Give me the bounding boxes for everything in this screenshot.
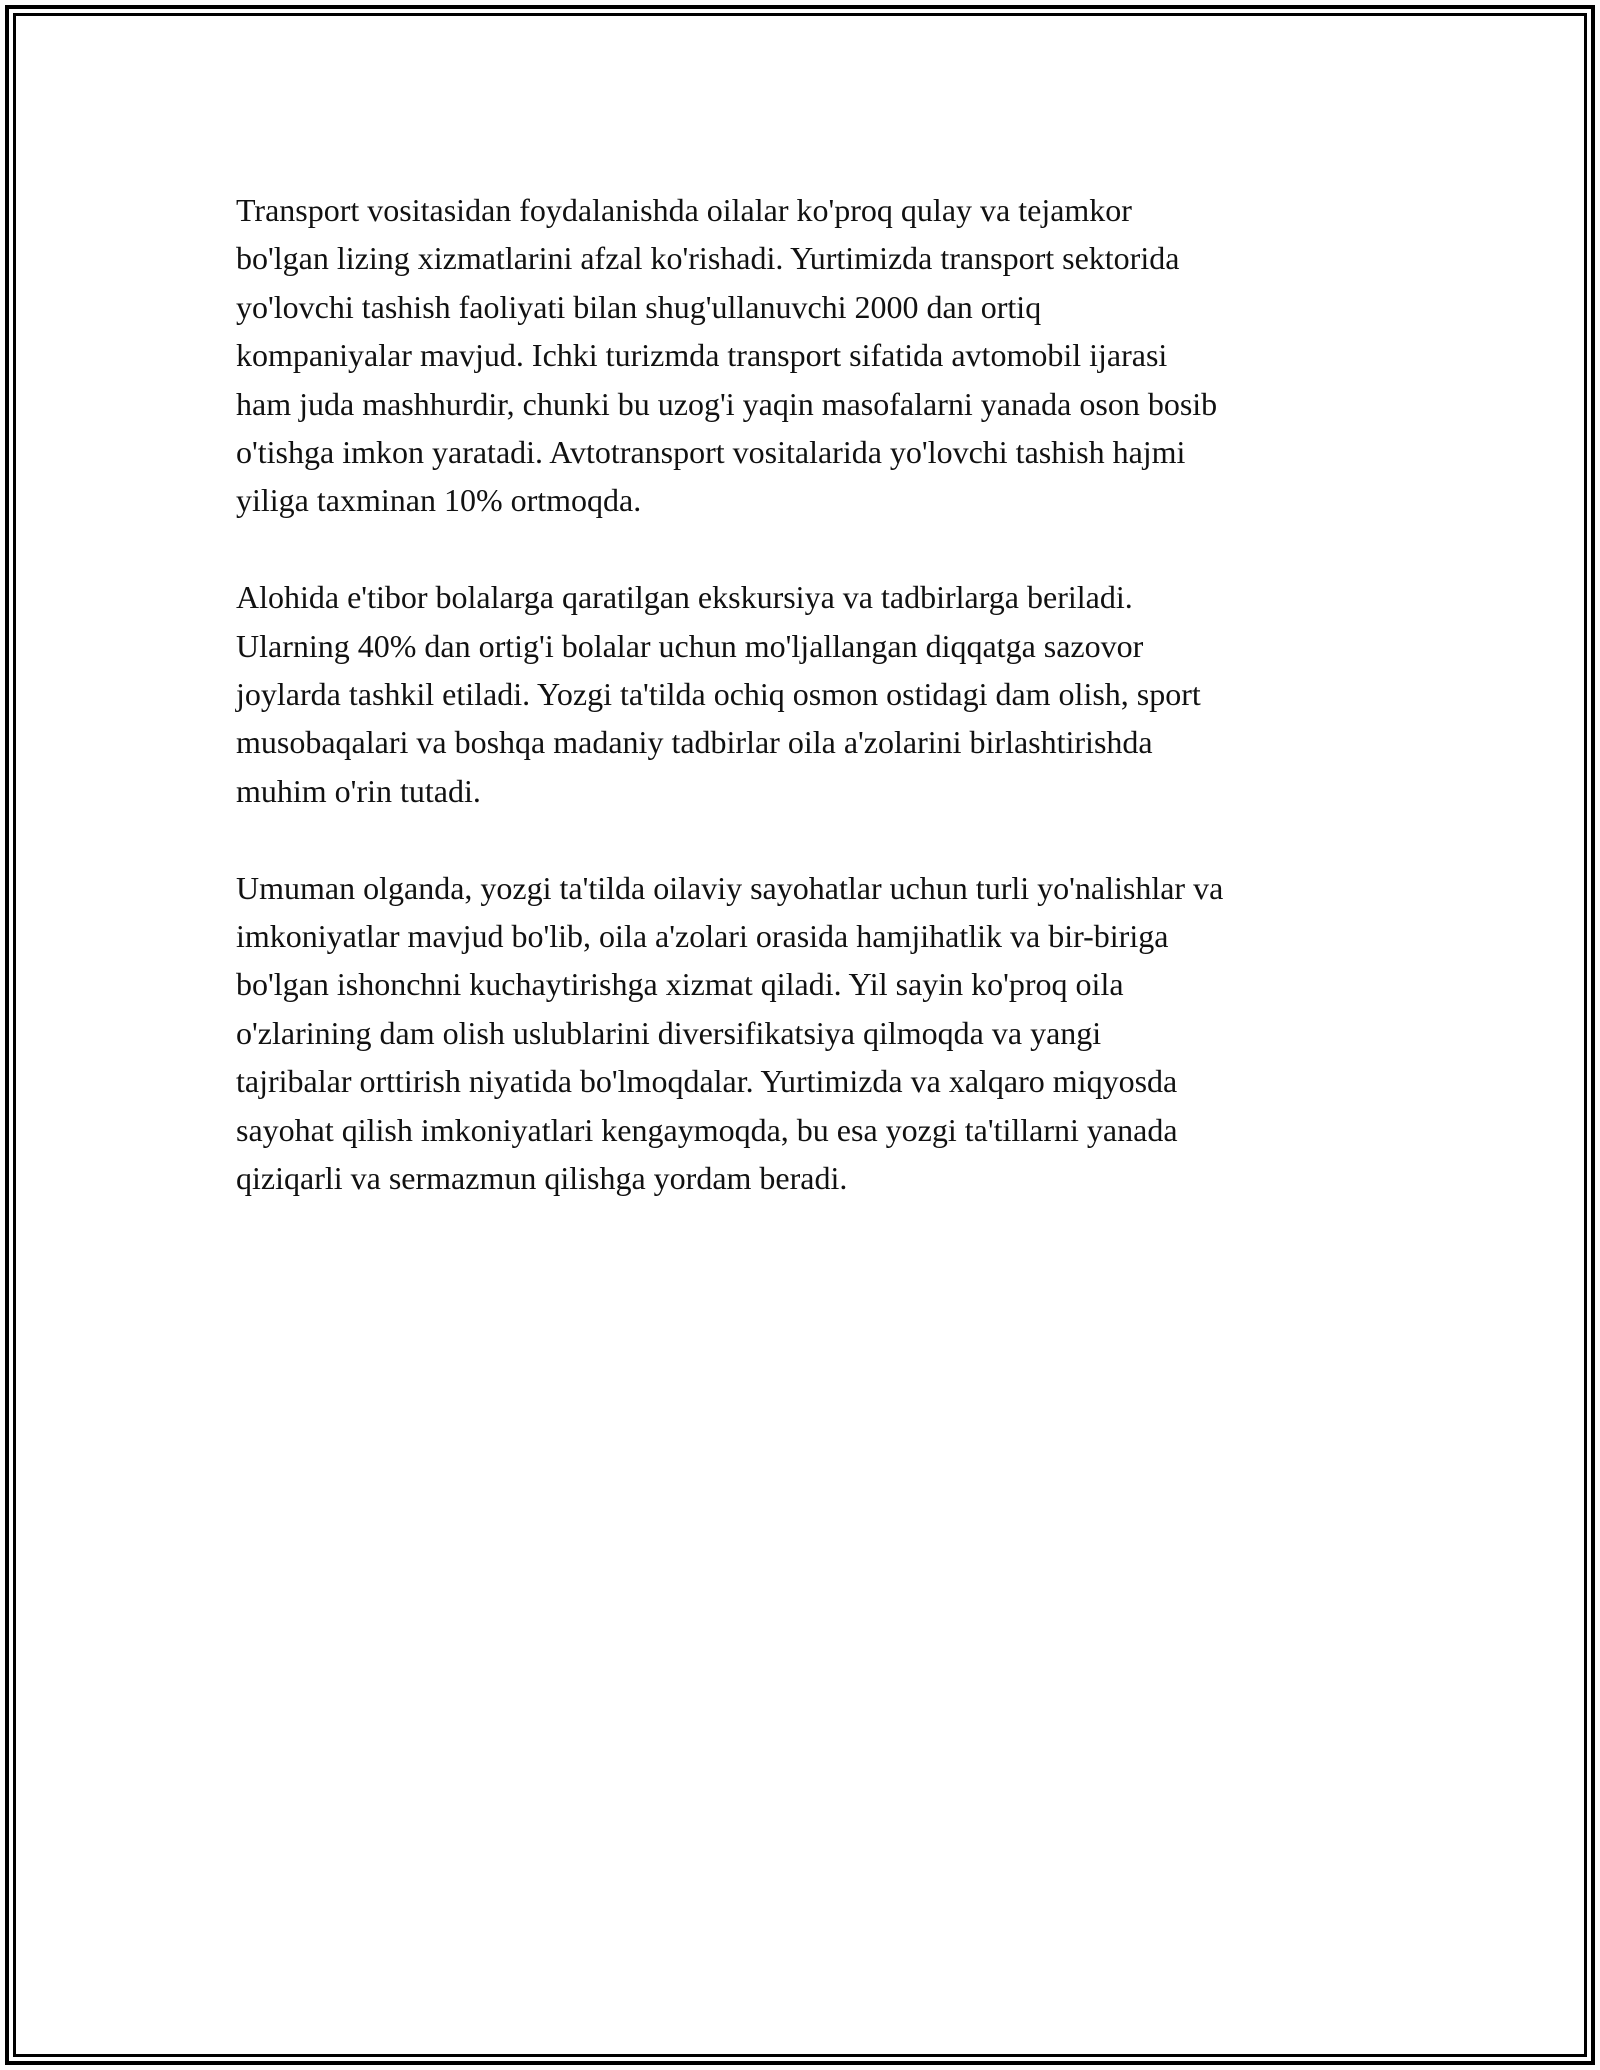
- text-line: yo'lovchi tashish faoliyati bilan shug'ullanuvchi 2000 dan ortiq: [236, 288, 1042, 325]
- text-line: yiliga taxminan 10% ortmoqda.: [236, 482, 642, 519]
- paragraph-transport: [236, 186, 1386, 525]
- text-line: ham juda mashhurdir, chunki bu uzog'i yaqin masofalarni yanada oson bosib: [236, 385, 1218, 422]
- text-line: sayohat qilish imkoniyatlari kengaymoqda, bu esa yozgi ta'tillarni yanada: [236, 1111, 1178, 1148]
- paragraph-children-events: [236, 573, 1386, 815]
- text-line: joylarda tashkil etiladi. Yozgi ta'tilda ochiq osmon ostidagi dam olish, sport: [236, 676, 1201, 713]
- text-line: tajribalar orttirish niyatida bo'lmoqdalar. Yurtimizda va xalqaro miqyosda: [236, 1063, 1178, 1100]
- text-line: Alohida e'tibor bolalarga qaratilgan ekskursiya va tadbirlarga beriladi.: [236, 579, 1133, 616]
- text-line: bo'lgan lizing xizmatlarini afzal ko'rishadi. Yurtimizda transport sektorida: [236, 240, 1180, 277]
- text-line: muhim o'rin tutadi.: [236, 772, 481, 809]
- text-line: Transport vositasidan foydalanishda oilalar ko'proq qulay va tejamkor: [236, 192, 1132, 228]
- text-line: kompaniyalar mavjud. Ichki turizmda transport sifatida avtomobil ijarasi: [236, 337, 1168, 374]
- document-body: [236, 186, 1386, 1251]
- text-line: Ularning 40% dan ortig'i bolalar uchun mo'ljallangan diqqatga sazovor: [236, 627, 1144, 664]
- text-line: imkoniyatlar mavjud bo'lib, oila a'zolari orasida hamjihatlik va bir-biriga: [236, 918, 1169, 955]
- text-line: o'tishga imkon yaratadi. Avtotransport vositalarida yo'lovchi tashish hajmi: [236, 434, 1186, 471]
- text-line: bo'lgan ishonchni kuchaytirishga xizmat qiladi. Yil sayin ko'proq oila: [236, 966, 1124, 1003]
- text-line: o'zlarining dam olish uslublarini diversifikatsiya qilmoqda va yangi: [236, 1014, 1102, 1051]
- text-line: Umuman olganda, yozgi ta'tilda oilaviy sayohatlar uchun turli yo'nalishlar va: [236, 869, 1224, 906]
- paragraph-conclusion: [236, 864, 1386, 1203]
- text-line: musobaqalari va boshqa madaniy tadbirlar oila a'zolarini birlashtirishda: [236, 724, 1153, 761]
- text-line: qiziqarli va sermazmun qilishga yordam beradi.: [236, 1160, 848, 1197]
